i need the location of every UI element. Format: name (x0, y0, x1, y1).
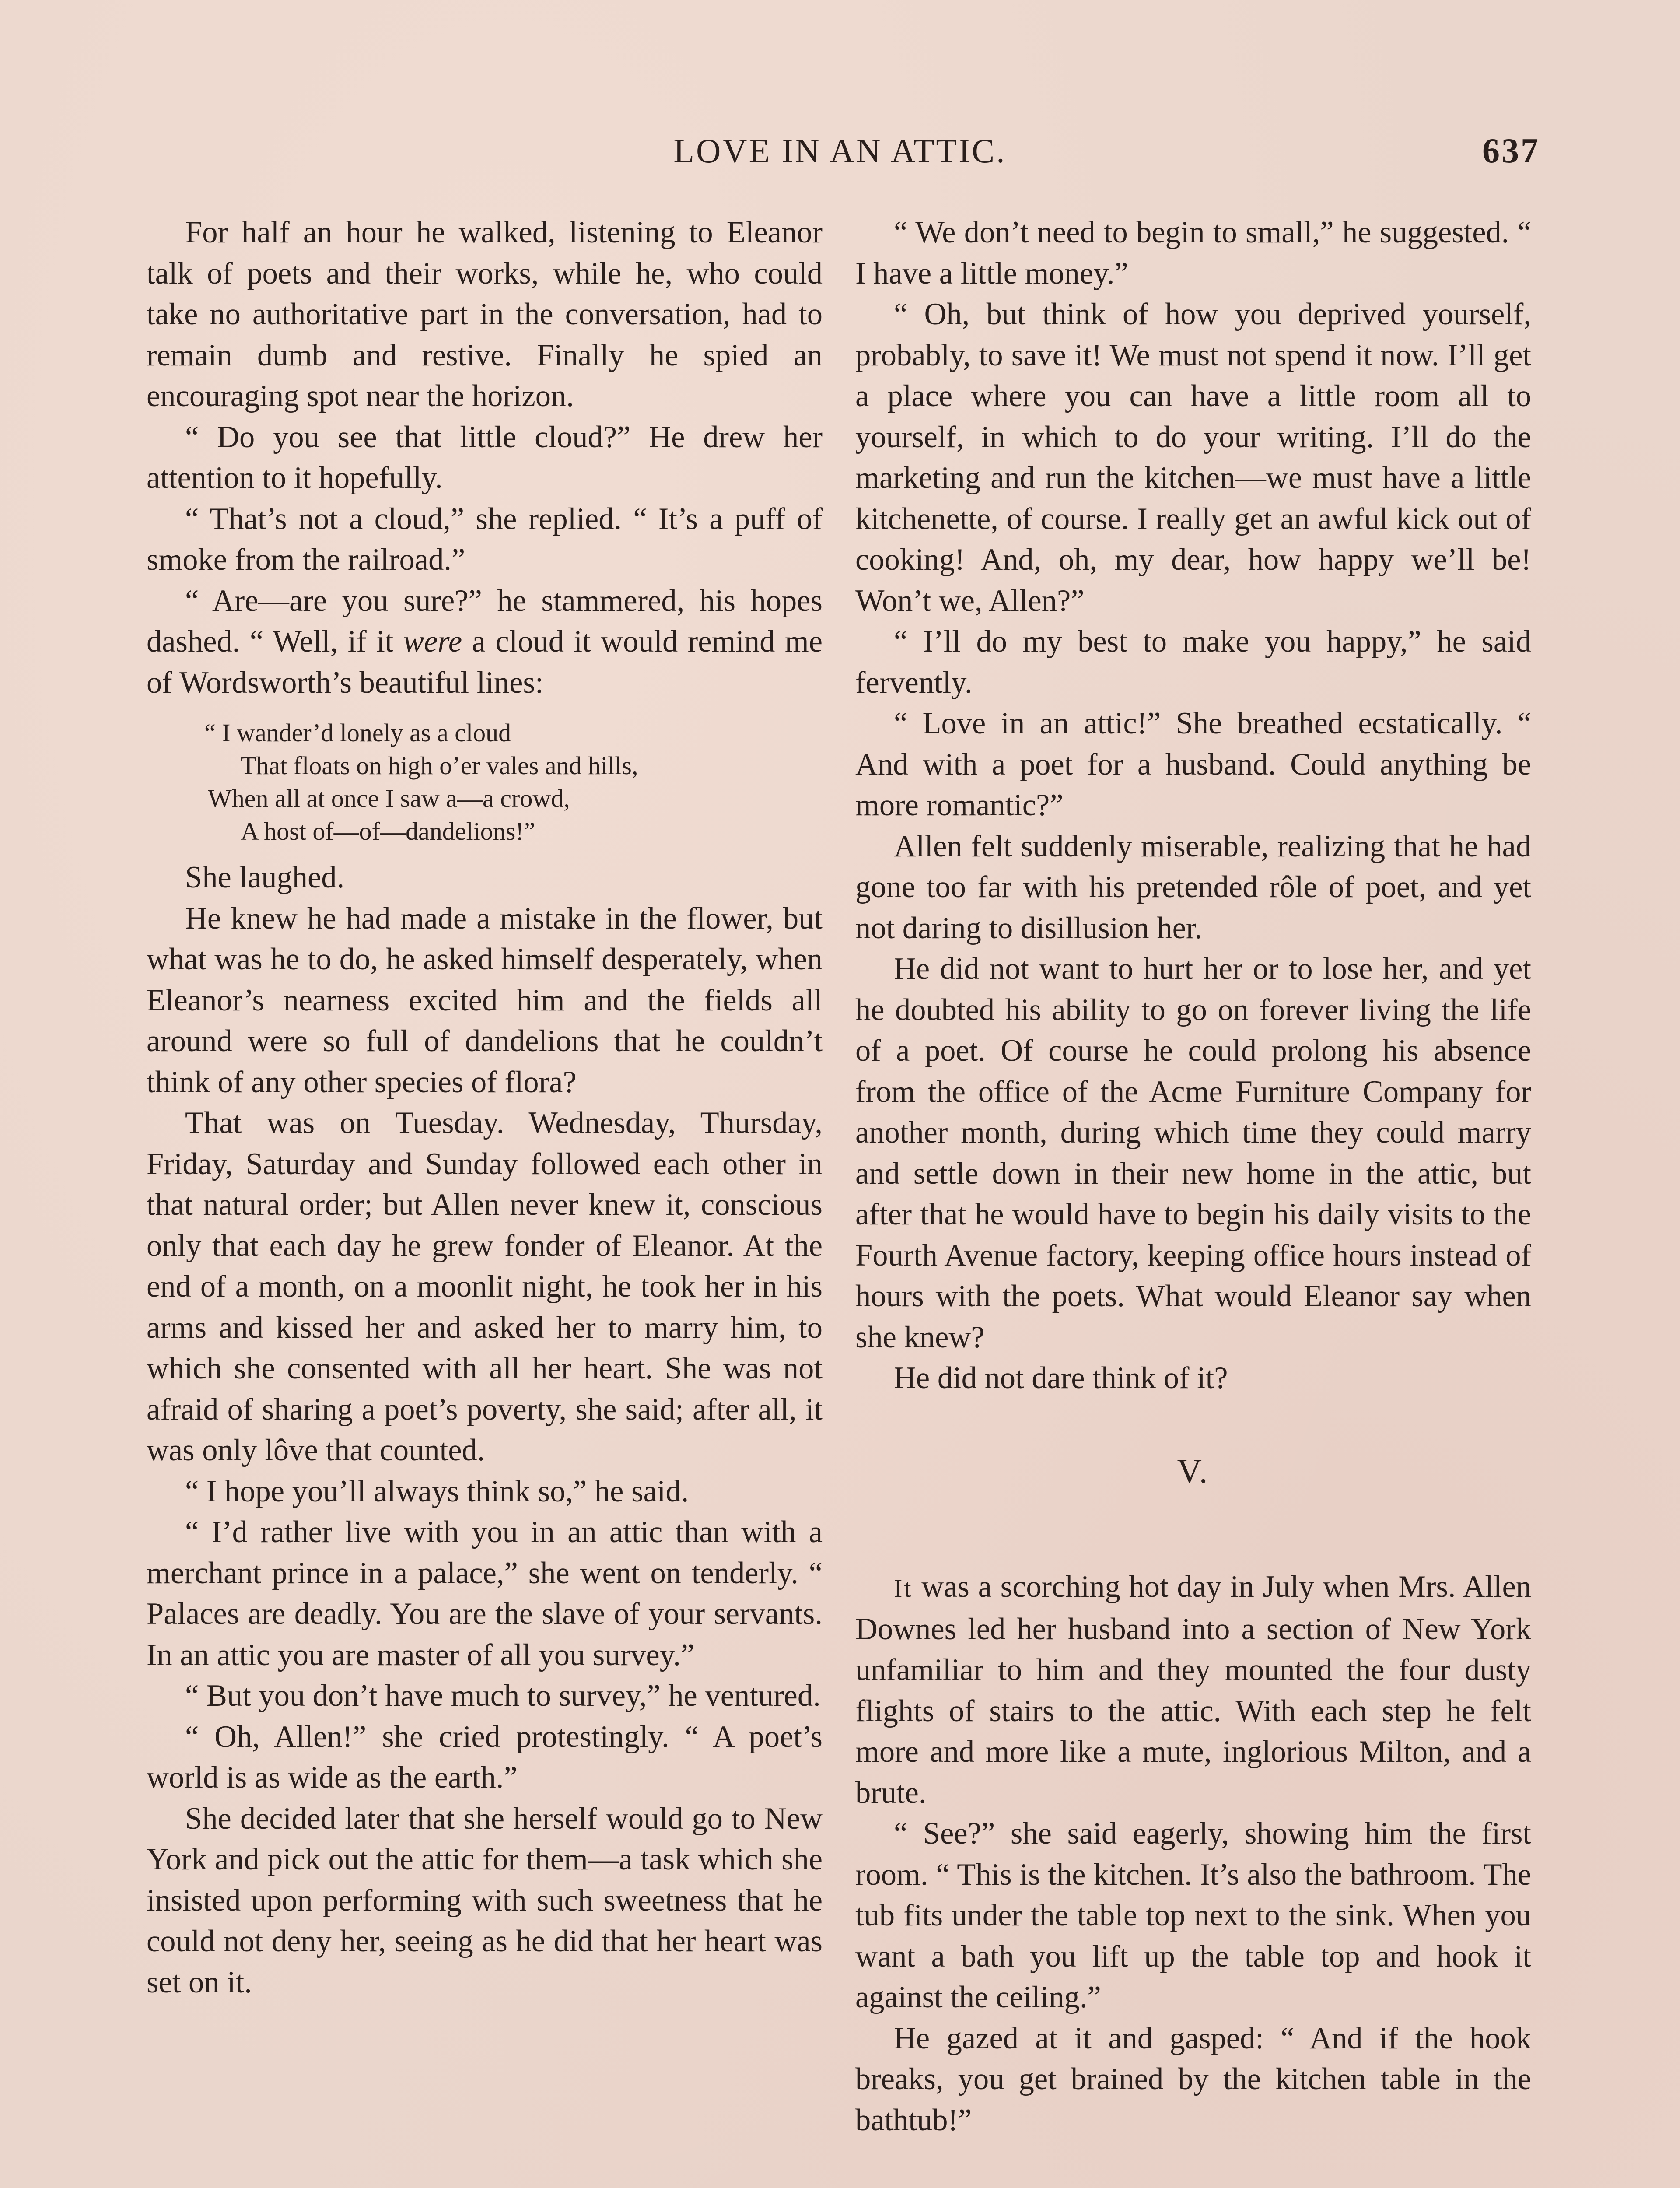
paragraph: For half an hour he walked, listening to Eleanor talk of poets and their works, while he, who could take no authoritative part in the conversation, had to remain dumb and restive. Finally he spied an encouraging spot near the horizon. (147, 215, 822, 413)
paragraph-text: was a scorching hot day in July when Mrs. Allen Downes led her husband into a section of New York unfamiliar to him and they mounted the four dusty flights of stairs to the attic. With each step he felt more and more like a mute, inglorious Milton, and a brute. (855, 1570, 1531, 1810)
right-column (855, 212, 1531, 2141)
paragraph: “ Love in an attic!” She breathed ecstatically. “ And with a poet for a husband. Could anything be more romantic?” (855, 706, 1531, 822)
paragraph: He knew he had made a mistake in the flower, but what was he to do, he asked himself desperately, when Eleanor’s nearness excited him and the fields all around were so full of dandelions that he couldn’t think of any other species of flora? (147, 901, 822, 1099)
paragraph: He did not dare think of it? (894, 1361, 1228, 1395)
poem-quote (147, 716, 822, 848)
poem-line: When all at once I saw a—a crowd, (208, 784, 570, 813)
emphasized-word: were (403, 624, 462, 659)
paragraph: “ We don’t need to begin to small,” he suggested. “ I have a little money.” (855, 215, 1531, 291)
paragraph: She laughed. (185, 860, 345, 894)
paragraph: “ That’s not a cloud,” she replied. “ It’s a puff of smoke from the railroad.” (147, 501, 822, 577)
paragraph: “ Oh, but think of how you deprived yourself, probably, to save it! We must not spend it now. I’ll get a place where you can have a little room all to yourself, in which to do your writing. I’ll do the marketing and run the kitchen—we must have a little kitchenette, of course. I really get an awful kick out of cooking! And, oh, my dear, how happy we’ll be! Won’t we, Allen?” (855, 297, 1531, 618)
paragraph: “ But you don’t have much to survey,” he ventured. (185, 1679, 821, 1713)
left-column (147, 212, 822, 2003)
section-heading: V. (1177, 1452, 1210, 1490)
paragraph: “ I’ll do my best to make you happy,” he said fervently. (855, 624, 1531, 700)
paragraph: “ Do you see that little cloud?” He drew her attention to it hopefully. (147, 420, 822, 495)
paragraph: She decided later that she herself would go to New York and pick out the attic for them—a task which she insisted upon performing with such sweetness that he could not deny her, seeing as he did that her heart was set on it. (147, 1801, 822, 1999)
poem-line: “ I wander’d lonely as a cloud (204, 719, 511, 747)
paragraph (147, 581, 822, 704)
small-caps-lead: It (894, 1574, 913, 1602)
running-title: LOVE IN AN ATTIC. (673, 132, 1007, 170)
paragraph: “ I’d rather live with you in an attic than with a merchant prince in a palace,” she went on tenderly. “ Palaces are deadly. You are the slave of your servants. In an attic you are master of all you survey.” (147, 1515, 822, 1672)
paragraph-text: a cloud it would remind me of Wordsworth’s beautiful lines: (147, 624, 822, 700)
paragraph: He gazed at it and gasped: “ And if the hook breaks, you get brained by the kitchen table in the bathtub!” (855, 2021, 1531, 2137)
paragraph: He did not want to hurt her or to lose her, and yet he doubted his ability to go on forever living the life of a poet. Of course he could prolong his absence from the office of the Acme Furniture Company for another month, during which time they could marry and settle down in their new home in the attic, but after that he would have to begin his daily visits to the Fourth Avenue factory, keeping office hours instead of hours with the poets. What would Eleanor say when she knew? (855, 952, 1531, 1354)
paragraph: “ Oh, Allen!” she cried protestingly. “ A poet’s world is as wide as the earth.” (147, 1719, 822, 1795)
poem-line: That floats on high o’er vales and hills, (241, 751, 638, 780)
paragraph-text: “ Are—are you sure?” he stammered, his hopes dashed. “ Well, if it (147, 583, 822, 659)
paragraph: “ I hope you’ll always think so,” he said. (185, 1474, 689, 1508)
paragraph: Allen felt suddenly miserable, realizing that he had gone too far with his pretended rôle of poet, and yet not daring to disillusion her. (855, 829, 1531, 945)
paragraph (855, 1567, 1531, 1813)
page-number: 637 (1482, 132, 1540, 170)
page-header (140, 131, 1540, 179)
poem-line: A host of—of—dandelions!” (241, 817, 536, 845)
paragraph: “ See?” she said eagerly, showing him the first room. “ This is the kitchen. It’s also the bathroom. The tub fits under the table top next to the sink. When you want a bath you lift up the table top and hook it against the ceiling.” (855, 1816, 1531, 2014)
paragraph: That was on Tuesday. Wednesday, Thursday, Friday, Saturday and Sunday followed each other in that natural order; but Allen never knew it, conscious only that each day he grew fonder of Eleanor. At the end of a month, on a moonlit night, he took her in his arms and kissed her and asked her to marry him, to which she consented with all her heart. She was not afraid of sharing a poet’s poverty, she said; after all, it was only lôve that counted. (147, 1106, 822, 1467)
